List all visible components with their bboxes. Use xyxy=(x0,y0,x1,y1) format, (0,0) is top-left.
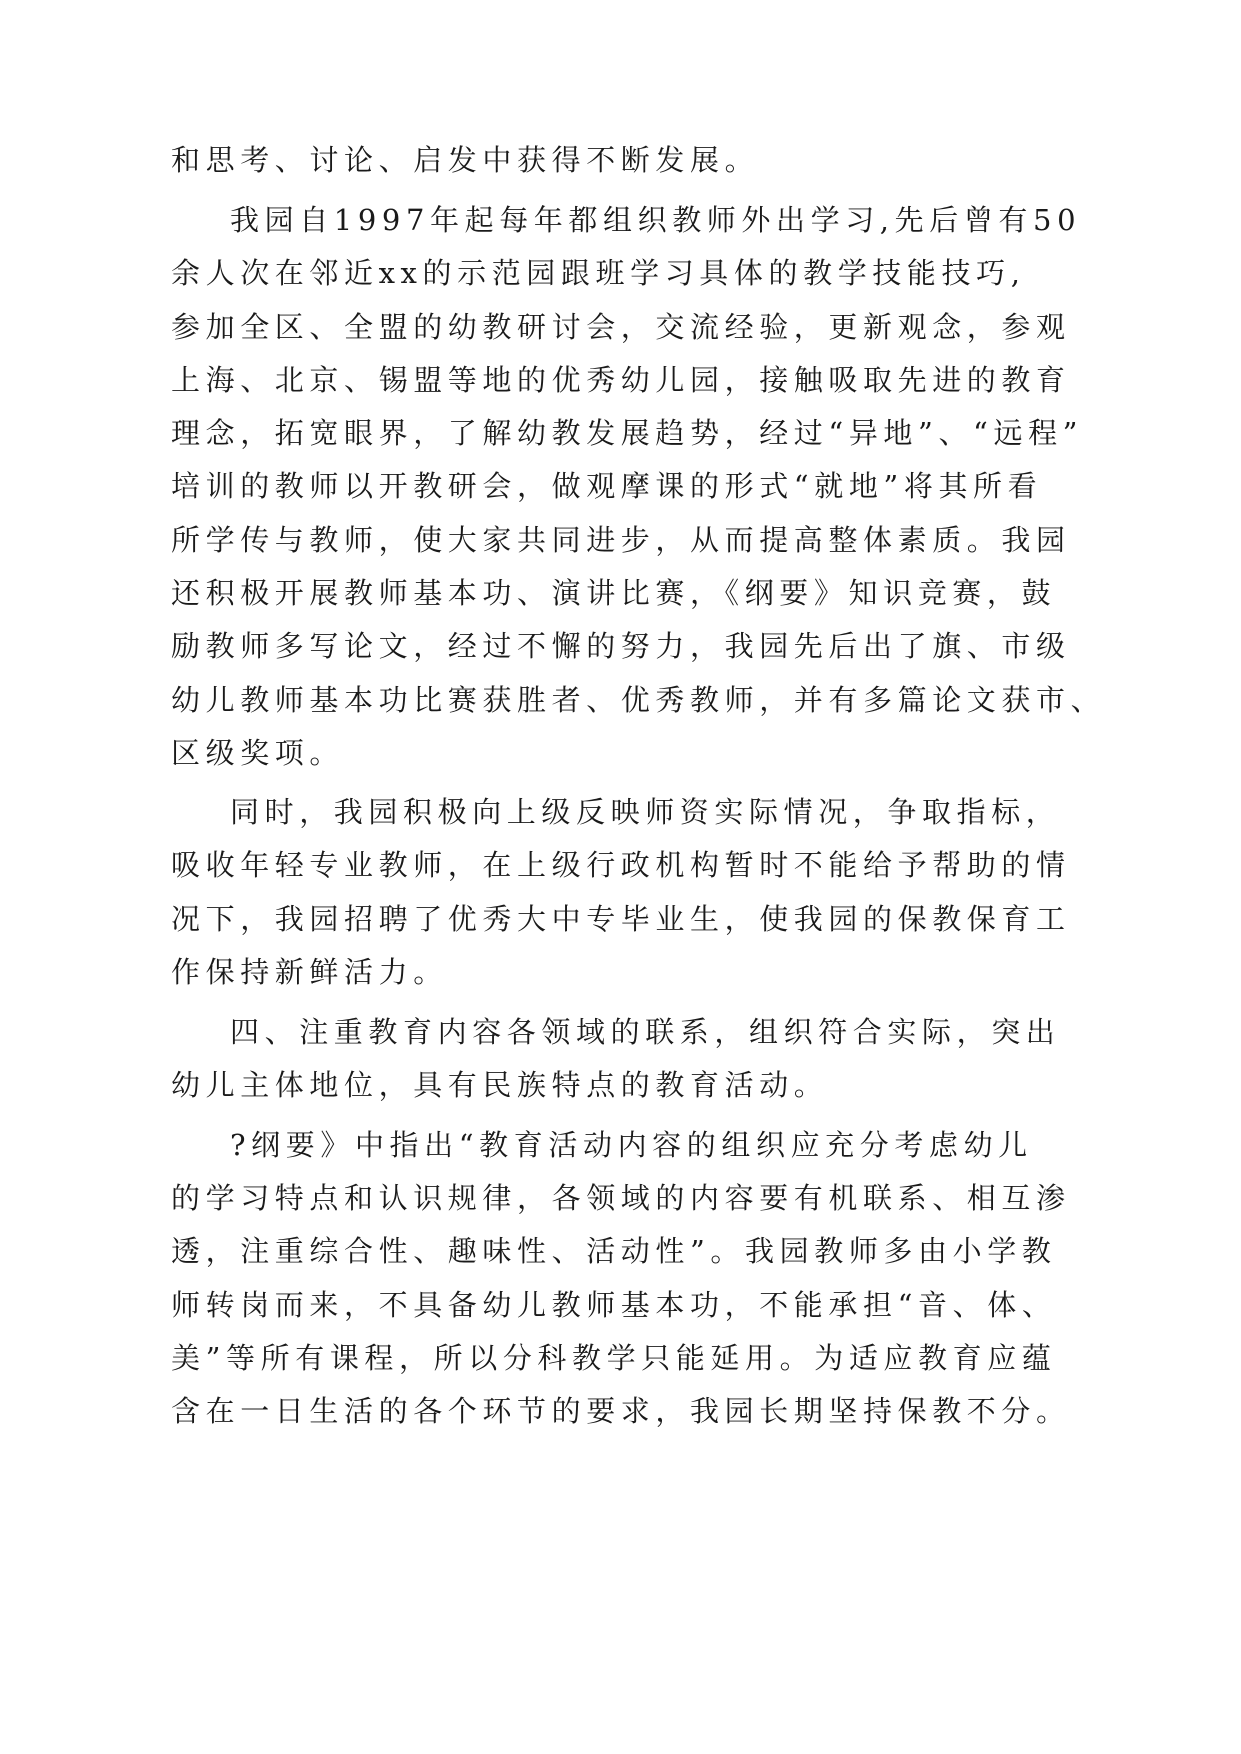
text-line-8: 所学传与教师，使大家共同进步，从而提高整体素质。我园 xyxy=(171,523,1071,557)
text-line-1: 和思考、讨论、启发中获得不断发展。 xyxy=(171,143,760,177)
text-line-21: 透，注重综合性、趣味性、活动性”。我园教师多由小学教 xyxy=(171,1234,1057,1268)
text-line-9: 还积极开展教师基本功、演讲比赛，《纲要》知识竞赛，鼓 xyxy=(171,576,1057,610)
text-line-11: 幼儿教师基本功比赛获胜者、优秀教师，并有多篇论文获市、 xyxy=(171,683,1106,717)
text-line-2: 我园自1997年起每年都组织教师外出学习,先后曾有50 xyxy=(230,203,1082,237)
text-line-20: 的学习特点和认识规律，各领域的内容要有机联系、相互渗 xyxy=(171,1181,1071,1215)
text-line-16: 作保持新鲜活力。 xyxy=(171,955,448,989)
text-line-17: 四、注重教育内容各领域的联系，组织符合实际，突出 xyxy=(230,1015,1061,1049)
text-line-18: 幼儿主体地位，具有民族特点的教育活动。 xyxy=(171,1068,829,1102)
text-line-7: 培训的教师以开教研会，做观摩课的形式“就地”将其所看 xyxy=(171,469,1043,503)
text-line-10: 励教师多写论文，经过不懈的努力，我园先后出了旗、市级 xyxy=(171,629,1071,663)
text-line-13: 同时，我园积极向上级反映师资实际情况，争取指标， xyxy=(230,795,1061,829)
text-line-24: 含在一日生活的各个环节的要求，我园长期坚持保教不分。 xyxy=(171,1394,1071,1428)
text-line-5: 上海、北京、锡盟等地的优秀幼儿园，接触吸取先进的教育 xyxy=(171,363,1071,397)
text-line-3: 余人次在邻近xx的示范园跟班学习具体的教学技能技巧, xyxy=(171,256,1026,290)
text-line-23: 美”等所有课程，所以分科教学只能延用。为适应教育应蕴 xyxy=(171,1341,1057,1375)
text-line-6: 理念，拓宽眼界，了解幼教发展趋势，经过“异地”、“远程” xyxy=(171,416,1084,450)
text-line-14: 吸收年轻专业教师，在上级行政机构暂时不能给予帮助的情 xyxy=(171,848,1071,882)
text-line-15: 况下，我园招聘了优秀大中专毕业生，使我园的保教保育工 xyxy=(171,902,1071,936)
text-line-12: 区级奖项。 xyxy=(171,736,345,770)
text-line-4: 参加全区、全盟的幼教研讨会，交流经验，更新观念，参观 xyxy=(171,310,1071,344)
text-line-19: ?纲要》中指出“教育活动内容的组织应充分考虑幼儿 xyxy=(230,1128,1033,1162)
text-line-22: 师转岗而来，不具备幼儿教师基本功，不能承担“音、体、 xyxy=(171,1288,1057,1322)
